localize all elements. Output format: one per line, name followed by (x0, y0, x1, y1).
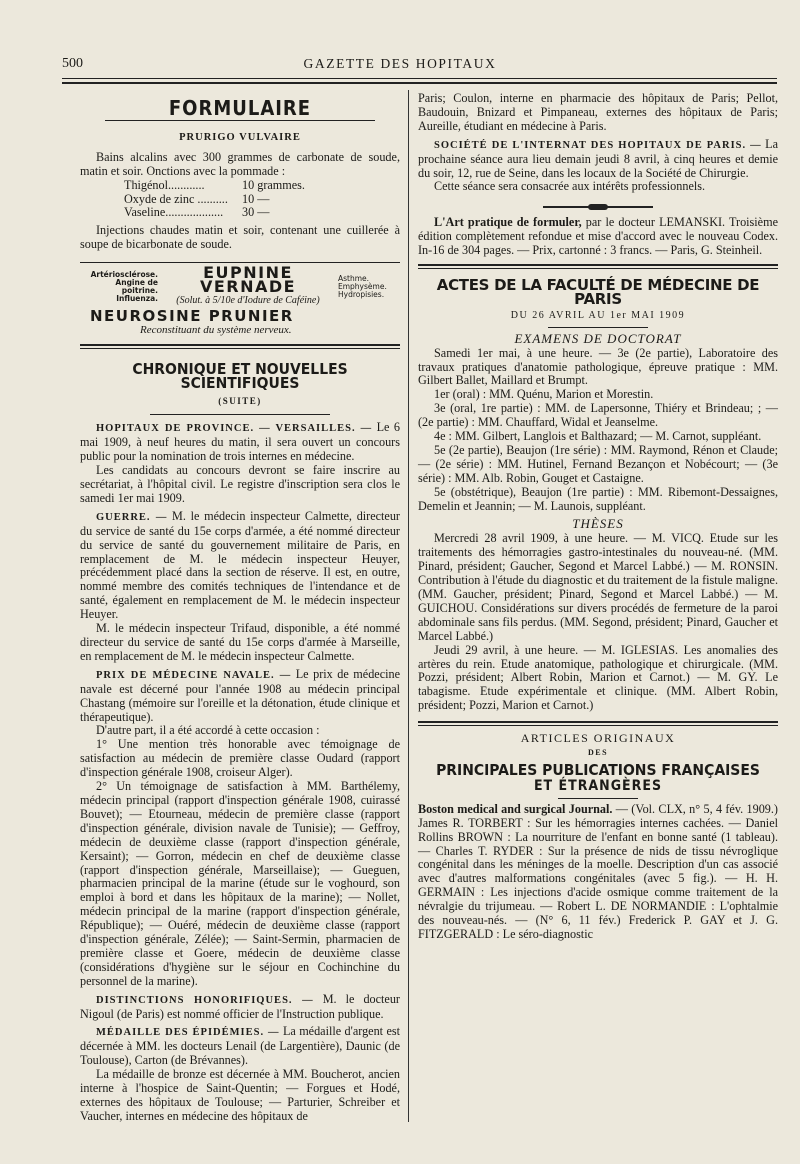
publication-text: — (Vol. CLX, n° 5, 4 fév. 1909.) James R. TORBERT : Sur les hémorragies internes cachées. — Daniel Rollins BROWN : La nourriture de l'enfant en bonne santé (1 tableau). — Charles T. RYDER : Sur la présence de nids de tissu névroglique congénital dans les méninges de la moelle. Description d'un cas associé avec d'autres malformations congénitales (avec 5 fig.). — H. H. GERMAIN : Les injections d'acide osmique comme traitement de la névralgie du trijumeau. — Robert L. DE NORMANDIE : L'ophtalmie des nouveau-nés. — (N° 6, 11 fév.) Frederick P. GAY et J. G. FITZGERALD : Le séro-diagnostic (418, 801, 778, 941)
page-number: 500 (62, 56, 83, 71)
ad-indication: Angine de poitrine. (115, 278, 158, 296)
fleuron-divider (418, 198, 778, 212)
news-prix-3: 1° Une mention très honorable avec témoignage de satisfaction au médecin de première classe Oudard (rapport d'inspection générale 1908, croiseur Alger). (80, 737, 400, 780)
book-title: L'Art pratique de formuler, (434, 215, 582, 230)
ad-eupnine (80, 262, 400, 308)
ad-indication: Artériosclérose. (90, 270, 158, 280)
ingredient-qty: 10 — (242, 191, 270, 206)
ingredient-name: Vaseline................... (124, 205, 224, 220)
news-societe-2: Cette séance sera consacrée aux intérêts professionnels. (434, 179, 706, 194)
book-notice (418, 216, 778, 258)
ad-eupnine-name: EUPNINE VERNADE (199, 263, 297, 297)
news-text: La médaille d'argent est décernée à MM. les docteurs Lenail (de Largentière), Daunic (de Toulouse), Carton (de Brévannes). (80, 1024, 400, 1068)
publication-journal: Boston medical and surgical Journal. (418, 801, 613, 816)
news-guerre (80, 510, 400, 622)
exam-4: 4e : MM. Gilbert, Langlois et Balthazard; — M. Carnot, suppléant. (434, 429, 762, 444)
thesis-1: Mercredi 28 avril 1909, à une heure. — M. VICQ. Etude sur les traitements des hémorragies gastro-intestinales du nouveau-né. (MM. Pinard, président; Gaucher, Segond et Marcel Labbé.) — M. RONSIN. Contribution à l'étude du diagnostic et du traitement de la fistule maligne. (MM. Gaucher, président; Pinard, Segond et Marcel Labbé.) — M. GUICHOU. Considérations sur divers procédés de fermeture de la paroi abdominale sans fils perdus. (MM. Segond, président; Pinard, Gaucher et Marcel Labbé.) (418, 531, 778, 643)
ingredient-qty: 30 — (242, 205, 270, 220)
section-rule (80, 344, 400, 349)
publications-title-2: ET ÉTRANGÈRES (533, 777, 663, 794)
actes-rule (548, 327, 648, 328)
news-head: PRIX DE MÉDECINE NAVALE. — (96, 669, 292, 681)
publications-rule (558, 798, 638, 799)
formulaire-subtitle: PRURIGO VULVAIRE (179, 131, 301, 143)
chronique-title: CHRONIQUE ET NOUVELLES SCIENTIFIQUES (132, 359, 348, 392)
theses-heading: THÈSES (572, 516, 624, 532)
news-medaille-2: La médaille de bronze est décernée à MM. Boucherot, ancien interne à l'hospice de Saint-Quentin; — Forgues et Hodé, externes des hôpitaux de Toulouse; — Parturier, Schreiber et Vaucher, internes en médecine des hôpitaux de (80, 1067, 400, 1123)
news-societe (418, 138, 778, 181)
ingredient-name: Oxyde de zinc .......... (124, 191, 228, 206)
news-distinctions (80, 993, 400, 1022)
news-prix-2: D'autre part, il a été accordé à cette occasion : (96, 723, 320, 738)
publication-boston (418, 803, 778, 942)
ingredient-qty: 10 grammes. (242, 177, 305, 192)
formula-row-1 (124, 179, 400, 193)
ad-indication: Hydropisies. (338, 290, 385, 300)
ad-indication: Emphysème. (338, 282, 387, 292)
news-versailles-2: Les candidats au concours devront se faire inscrire au secrétariat, à l'hôpital civil. Le registre d'inscription sera clos le samedi 1er mai 1909. (80, 463, 400, 505)
news-text: Le prix de médecine navale est décerné pour l'année 1908 au médecin principal Chastang (mémoire sur l'oreille et la détonation, étude clinique et thérapeutique). (80, 666, 401, 724)
chronique-suite: (SUITE) (218, 395, 262, 406)
ad-neurosine-sub: Reconstituant du système nerveux. (140, 323, 292, 336)
ad-neurosine (80, 306, 400, 338)
articles-heading: ARTICLES ORIGINAUX (520, 731, 676, 746)
ad-eupnine-sub: (Solut. à 5/10e d'Iodure de Caféine) (176, 294, 320, 306)
header-rule-top (62, 78, 777, 79)
exam-2: 1er (oral) : MM. Quénu, Marion et Morestin. (434, 387, 654, 402)
column-divider (408, 90, 409, 1122)
ad-indication: Influenza. (116, 294, 158, 304)
news-prix-4: 2° Un témoignage de satisfaction à MM. Barthélemy, médecin principal (rapport d'inspection générale 1908, cuirassé Bouvet); — Etourneau, médecin de première classe (rapport d'inspection générale, division navale de Tunisie); — Geffroy, médecin de deuxième classe (rapport d'inspection générale, Kersaint); — Gorron, médecin en chef de deuxième classe (rapport d'inspection générale, Marseillaise); — Gueguen, pharmacien principal de la marine (étude sur le voghourd, son emploi à bord et dans les hôpitaux de la marine); — Nollet, médecin principal de la marine (rapport d'inspection générale, République); — Ouéré, médecin de deuxième classe (rapport d'inspection générale, Zélée); — Saint-Sermin, pharmacien de première classe et Goere, médecin de deuxième classe (considérations d'hygiène sur le séjour en Cochinchine du personnel de la marine). (80, 779, 400, 988)
book-text: par le docteur LEMANSKI. Troisième édition complètement refondue et mise d'accord avec le nouveau Codex. In-16 de 304 pages. — Prix, cartonné : 3 francs. — Paris, G. Steinheil. (418, 215, 778, 258)
formulaire-rule (105, 120, 375, 121)
publications-title: PRINCIPALES PUBLICATIONS FRANÇAISES (436, 760, 760, 779)
exam-3: 3e (oral, 1re partie) : MM. de Lapersonne, Thiéry et Brindeau; ; — (2e partie) : MM. Chauffard, Widal et Jeanselme. (418, 401, 778, 430)
news-text: M. le docteur Nigoul (de Paris) est nommé officier de l'Instruction publique. (80, 991, 400, 1021)
news-guerre-2: M. le médecin inspecteur Trifaud, disponible, a été nommé directeur du service de santé du 15e corps d'armée à Marseille, en remplacement de M. le médecin inspecteur Calmette. (80, 621, 400, 663)
ad-neurosine-name: NEUROSINE PRUNIER (90, 306, 294, 325)
formula-row-3 (124, 206, 400, 220)
news-head: MÉDAILLE DES ÉPIDÉMIES. — (96, 1027, 280, 1039)
news-prix-navale (80, 668, 400, 725)
thesis-2: Jeudi 29 avril, à une heure. — M. IGLESIAS. Les anomalies des artères du rein. Etude anatomique, pathologique et chirurgicale. (MM. Pozzi, président; Albert Robin, Marion et Carnot.) — M. GY. Le tabagisme. Etude expérimentale et clinique. (MM. Albert Robin, président; Pozzi, Marion et Carnot.) (418, 642, 778, 713)
chronique-rule (150, 414, 330, 415)
ingredient-name: Thigénol............ (124, 177, 205, 192)
right-column (418, 92, 778, 942)
exam-5: 5e (2e partie), Beaujon (1re série) : MM. Raymond, Rénon et Claude; — (2e série) : MM. Hutinel, Fernand Bezançon et Nobécourt; — (3e série) : MM. Alb. Robin, Gouget et Castaigne. (418, 442, 778, 485)
exam-6: 5e (obstétrique), Beaujon (1re partie) : MM. Ribemont-Dessaignes, Demelin et Jeannin; — M. Launois, suppléant. (418, 484, 778, 513)
left-column (80, 92, 400, 1124)
formulaire-intro: Bains alcalins avec 300 grammes de carbonate de soude, matin et soir. Onctions avec la pommade : (80, 149, 400, 178)
examens-heading: EXAMENS DE DOCTORAT (514, 330, 682, 346)
actes-dates: DU 26 AVRIL AU 1er MAI 1909 (510, 309, 686, 321)
news-text: La prochaine séance aura lieu demain jeudi 8 avril, à cinq heures et demie du soir, 12, rue de Seine, dans les locaux de la Société de Chirurgie. (418, 136, 778, 180)
ad-eupnine-indications (80, 271, 158, 303)
section-rule (418, 721, 778, 726)
news-head: HOPITAUX DE PROVINCE. — VERSAILLES. — (96, 423, 373, 435)
formulaire-title: FORMULAIRE (168, 96, 312, 120)
news-continued: Paris; Coulon, interne en pharmacie des hôpitaux de Paris; Pellot, Baudouin, Bnizard et Pimpaneau, externes des hôpitaux de Paris; Aureille, étudiant en médecine à Paris. (418, 91, 778, 133)
news-text: Le 6 mai 1909, à neuf heures du matin, il sera ouvert un concours public pour la nomination de trois internes en médecine. (80, 420, 400, 464)
section-rule (418, 264, 778, 269)
ad-eupnine-center (158, 263, 338, 308)
header-rule-bottom (62, 82, 777, 84)
news-medaille (80, 1025, 400, 1068)
news-head: GUERRE. — (96, 511, 168, 523)
formulaire-outro: Injections chaudes matin et soir, contenant une cuillerée à soupe de bicarbonate de soude. (80, 223, 400, 252)
formula-row-2 (124, 193, 400, 207)
news-head: SOCIÉTÉ DE L'INTERNAT DES HOPITAUX DE PARIS. — (434, 139, 762, 151)
news-versailles (80, 421, 400, 464)
exam-1: Samedi 1er mai, à une heure. — 3e (2e partie), Laboratoire des travaux pratiques d'anatomie pathologique, épreuve pratique : MM. Gilbert Ballet, Maillard et Brumpt. (418, 345, 778, 388)
news-head: DISTINCTIONS HONORIFIQUES. — (96, 994, 314, 1006)
journal-title: GAZETTE DES HOPITAUX (303, 56, 497, 71)
actes-title: ACTES DE LA FACULTÉ DE MÉDECINE DE PARIS (436, 275, 760, 308)
news-text: M. le médecin inspecteur Calmette, directeur du service de santé du 15e corps d'armée, a été nommé directeur du service de santé du gouvernement militaire de Paris, en remplacement de M. le médecin inspecteur Heuyer, précédemment placé dans la section de réserve. Il est, en outre, nommé membre des comités techniques de l'intendance et de santé, également en remplacement de M. le médecin inspecteur Heuyer. (80, 508, 400, 622)
articles-des: DES (587, 748, 609, 758)
ad-eupnine-indications-right (338, 275, 400, 299)
ad-indication: Asthme. (338, 274, 370, 284)
